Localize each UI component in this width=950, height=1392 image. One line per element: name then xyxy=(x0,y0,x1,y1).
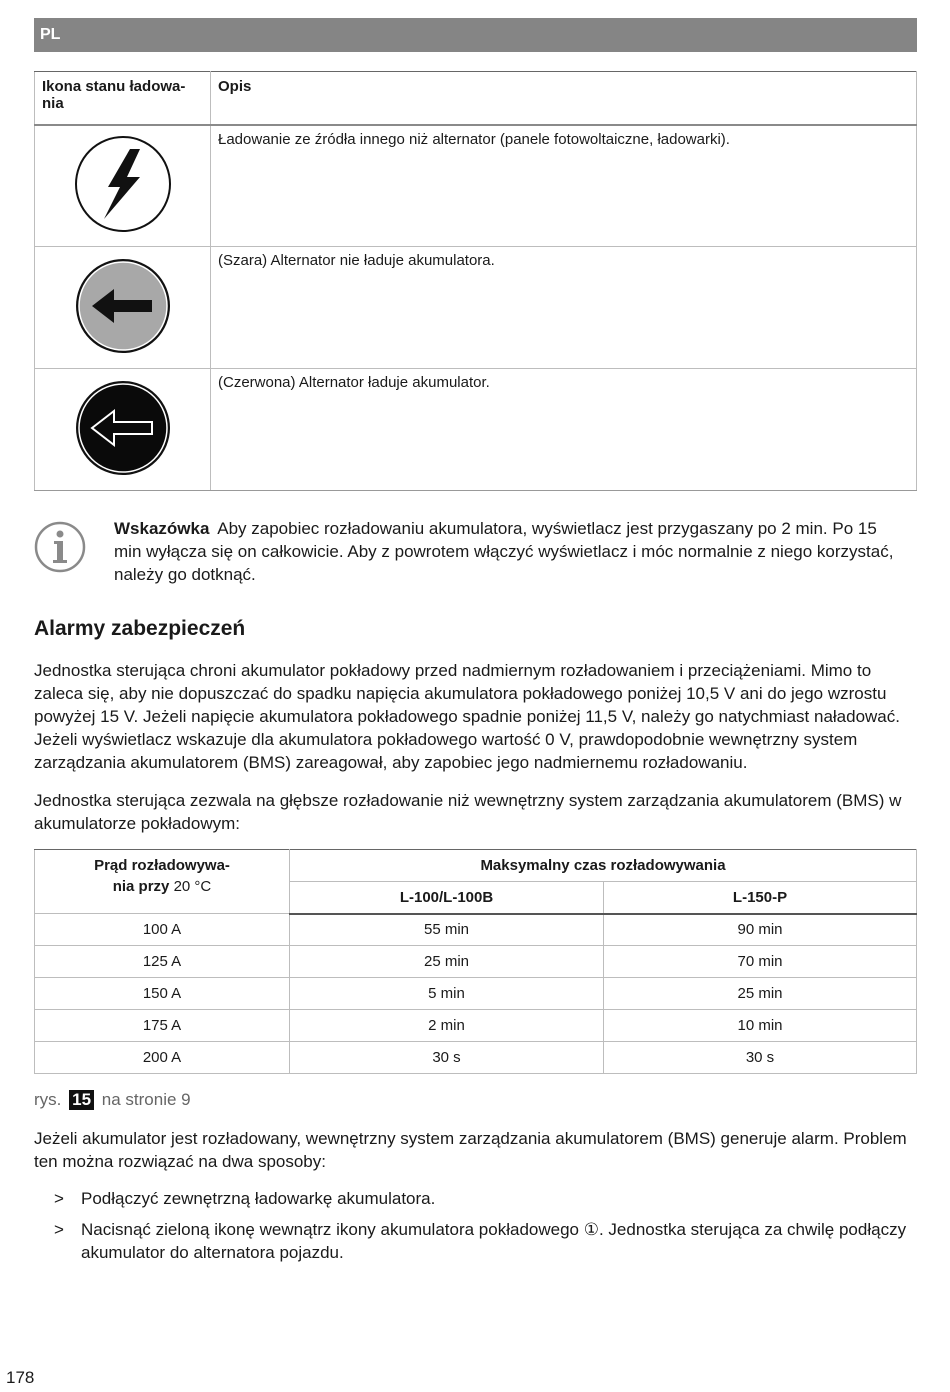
table-cell: 150 A xyxy=(35,978,290,1010)
table-row xyxy=(35,946,917,978)
column-header-model: L-150-P xyxy=(604,882,917,914)
icon-cell xyxy=(35,369,211,491)
table-cell: 10 min xyxy=(604,1010,917,1042)
note-text xyxy=(114,517,904,586)
note-label: Wskazówka xyxy=(114,519,210,538)
table-cell: 90 min xyxy=(604,914,917,946)
column-header-description: Opis xyxy=(211,72,917,125)
table-cell: 30 s xyxy=(290,1042,604,1074)
column-header-model: L-100/L-100B xyxy=(290,882,604,914)
table-cell: 125 A xyxy=(35,946,290,978)
figure-number: 15 xyxy=(69,1090,94,1110)
list-item-text: Nacisnąć zieloną ikonę wewnątrz ikony akumulatora pokładowego ①. Jednostka sterująca za chwilę podłączy akumulator do alternatora pojazdu. xyxy=(81,1220,907,1262)
description-cell: Ładowanie ze źródła innego niż alternator (panele fotowoltaiczne, ładowarki). xyxy=(211,125,917,247)
list-marker: > xyxy=(54,1189,64,1208)
lightning-bolt-icon xyxy=(74,135,172,233)
language-header xyxy=(34,18,917,52)
table-header-row xyxy=(35,850,917,882)
language-code: PL xyxy=(40,26,61,43)
list-item xyxy=(34,1187,914,1210)
table-cell: 55 min xyxy=(290,914,604,946)
description-cell: (Szara) Alternator nie ładuje akumulatora. xyxy=(211,247,917,369)
table-cell: 175 A xyxy=(35,1010,290,1042)
page-number: 178 xyxy=(6,1368,35,1387)
arrow-left-black-icon xyxy=(74,379,172,477)
table-row xyxy=(35,1042,917,1074)
note-body: Aby zapobiec rozładowaniu akumulatora, wyświetlacz jest przygaszany po 2 min. Po 15 min wyłącza się on całkowicie. Aby z powrotem włączyć wyświetlacz i móc normalnie z niego korzystać, należy go dotknąć. xyxy=(114,519,894,584)
list-marker: > xyxy=(54,1220,64,1239)
table-cell: 25 min xyxy=(604,978,917,1010)
instruction-list xyxy=(34,1187,914,1272)
paragraph: Jednostka sterująca chroni akumulator pokładowy przed nadmiernym rozładowaniem i przeciążeniami. Mimo to zaleca się, aby nie dopuszczać do spadku napięcia akumulatora pokładowego poniżej 10,5 V ani do jego wzrostu powyżej 15 V. Jeżeli napięcie akumulatora pokładowego spadnie poniżej 11,5 V, należy go natychmiast naładować. Jeżeli wyświetlacz wskazuje dla akumulatora pokładowego wartość 0 V, prawdopodobnie wewnętrzny system zarządzania akumulatorem (BMS) zareagował, aby zapobiec jego nadmiernemu rozładowaniu. xyxy=(34,661,900,772)
table-row xyxy=(35,369,917,491)
figure-ref-suffix: na stronie 9 xyxy=(101,1090,191,1109)
list-item-text: Podłączyć zewnętrzną ładowarkę akumulatora. xyxy=(81,1189,436,1208)
table-cell: 5 min xyxy=(290,978,604,1010)
table-row xyxy=(35,1010,917,1042)
column-header-max-time: Maksymalny czas rozładowywania xyxy=(290,850,917,882)
table-cell: 70 min xyxy=(604,946,917,978)
section-title: Alarmy zabezpieczeń xyxy=(34,617,246,640)
paragraph: Jednostka sterująca zezwala na głębsze rozładowanie niż wewnętrzny system zarządzania akumulatorem (BMS) w akumulatorze pokładowym: xyxy=(34,791,902,833)
table-cell: 30 s xyxy=(604,1042,917,1074)
icon-cell xyxy=(35,247,211,369)
figure-reference[interactable] xyxy=(34,1090,191,1110)
table-row xyxy=(35,125,917,247)
table-cell: 100 A xyxy=(35,914,290,946)
list-item xyxy=(34,1218,914,1264)
table-row xyxy=(35,247,917,369)
table-cell: 2 min xyxy=(290,1010,604,1042)
charging-status-table xyxy=(34,71,917,491)
icon-cell xyxy=(35,125,211,247)
description-cell: (Czerwona) Alternator ładuje akumulator. xyxy=(211,369,917,491)
column-header-icon: Ikona stanu ładowa- nia xyxy=(35,72,211,125)
discharge-time-table xyxy=(34,849,917,1074)
arrow-left-grey-icon xyxy=(74,257,172,355)
table-row xyxy=(35,914,917,946)
table-header-row xyxy=(35,72,917,125)
table-row xyxy=(35,978,917,1010)
paragraph: Jeżeli akumulator jest rozładowany, wewnętrzny system zarządzania akumulatorem (BMS) generuje alarm. Problem ten można rozwiązać na dwa sposoby: xyxy=(34,1129,907,1171)
column-header-current: Prąd rozładowywa- nia przy 20 °C xyxy=(35,850,290,914)
table-cell: 200 A xyxy=(35,1042,290,1074)
info-icon xyxy=(34,521,86,573)
table-cell: 25 min xyxy=(290,946,604,978)
figure-ref-prefix: rys. xyxy=(34,1090,62,1109)
